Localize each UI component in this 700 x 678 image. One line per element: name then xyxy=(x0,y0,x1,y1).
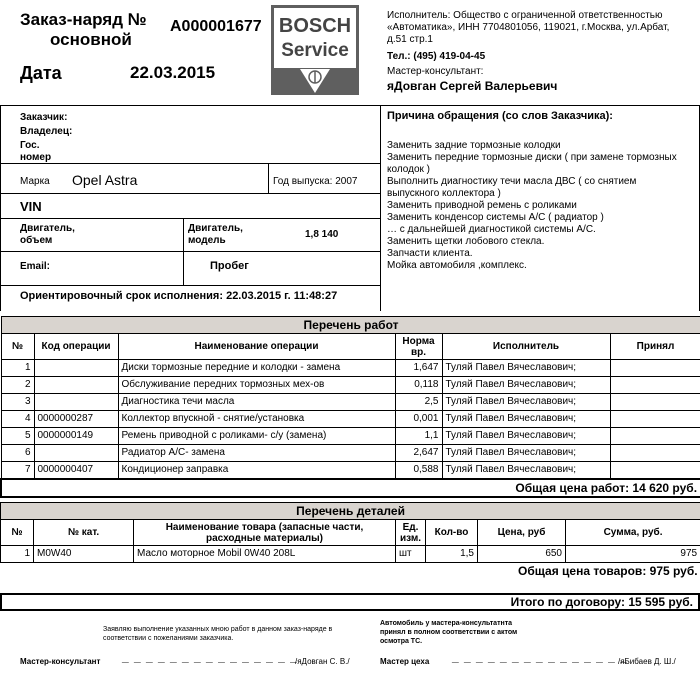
cell-norm: 1,647 xyxy=(395,360,442,377)
table-row xyxy=(1,445,700,462)
reason-line: Заменить передние тормозные диски ( при замене тормозных xyxy=(387,152,677,163)
cell-code xyxy=(34,360,118,377)
cell-num: 1 xyxy=(1,360,34,377)
cell-num: 2 xyxy=(1,377,34,394)
cell-executor: Туляй Павел Вячеславович; xyxy=(442,377,610,394)
reason-line: Заменить задние тормозные колодки xyxy=(387,140,561,151)
cell-num: 1 xyxy=(1,546,34,563)
executor-line1: Исполнитель: Общество с ограниченной ответственностью xyxy=(387,10,663,21)
cell-unit: шт xyxy=(396,546,426,563)
parts-table xyxy=(0,502,700,579)
cell-code xyxy=(34,377,118,394)
works-header-code: Код операции xyxy=(34,334,118,360)
cell-accepted xyxy=(610,462,700,480)
plate-label xyxy=(20,140,51,164)
date-label: Дата xyxy=(20,63,62,83)
cell-cat: M0W40 xyxy=(34,546,134,563)
cell-executor: Туляй Павел Вячеславович; xyxy=(442,445,610,462)
reason-line: Запчасти клиента. xyxy=(387,248,473,259)
master-signature-label: Мастер-консультант xyxy=(20,657,101,666)
reason-line: … с дальнейшей диагностикой системы А/С. xyxy=(387,224,596,235)
works-header-name: Наименование операции xyxy=(118,334,395,360)
works-header-accepted: Принял xyxy=(610,334,700,360)
engine-volume-label-line2: объем xyxy=(20,235,53,246)
executor-line3: д.51 стр.1 xyxy=(387,34,433,45)
mileage-label: Пробег xyxy=(210,260,249,272)
declaration-line1: Заявляю выполнение указанных мною работ в данном заказ-наряде в xyxy=(103,626,333,633)
accepted-line1: Автомобиль у мастера-консультатнта xyxy=(380,620,513,627)
cell-name: Кондиционер заправка xyxy=(118,462,395,480)
bosch-service-logo xyxy=(271,5,359,95)
works-title: Перечень работ xyxy=(1,317,700,334)
shop-signature-line: _ _ _ _ _ _ _ _ _ _ _ _ _ _ _ xyxy=(452,650,628,664)
cell-accepted xyxy=(610,445,700,462)
engine-model-value: 1,8 140 xyxy=(305,229,339,240)
cell-name: Обслуживание передних тормозных мех-ов xyxy=(118,377,395,394)
order-title xyxy=(20,10,147,50)
order-title-line1: Заказ-наряд № xyxy=(20,10,147,29)
cell-num: 3 xyxy=(1,394,34,411)
works-header-norm: Норма вр. xyxy=(395,334,442,360)
accepted-note xyxy=(380,619,517,646)
reason-line: колодок ) xyxy=(387,164,430,175)
master-signature-line: _ _ _ _ _ _ _ _ _ _ _ _ _ _ _ xyxy=(122,650,298,664)
cell-executor: Туляй Павел Вячеславович; xyxy=(442,428,610,445)
cell-code: 0000000407 xyxy=(34,462,118,480)
table-row xyxy=(1,428,700,445)
reason-list xyxy=(387,140,697,272)
cell-accepted xyxy=(610,394,700,411)
cell-num: 7 xyxy=(1,462,34,480)
table-row xyxy=(1,546,700,563)
reason-line: Выполнить диагностику течи масла ДВС ( со снятием xyxy=(387,176,637,187)
cell-accepted xyxy=(610,428,700,445)
vin-label: VIN xyxy=(20,199,42,214)
parts-header-sum: Сумма, руб. xyxy=(566,520,700,546)
cell-accepted xyxy=(610,411,700,428)
executor-info xyxy=(387,10,697,46)
cell-executor: Туляй Павел Вячеславович; xyxy=(442,411,610,428)
parts-title: Перечень деталей xyxy=(1,503,700,520)
cell-num: 5 xyxy=(1,428,34,445)
cell-sum: 975 xyxy=(566,546,700,563)
executor-line2: «Автоматика», ИНН 7704801056, 119021, г.Москва, ул.Арбат, xyxy=(387,22,670,33)
engine-volume-label xyxy=(20,223,75,247)
works-total: Общая цена работ: 14 620 руб. xyxy=(1,479,700,497)
cell-executor: Туляй Павел Вячеславович; xyxy=(442,462,610,480)
engine-model-label xyxy=(188,223,243,247)
works-table xyxy=(0,316,700,498)
cell-norm: 0,118 xyxy=(395,377,442,394)
logo-bosch-text: BOSCH xyxy=(278,15,352,37)
cell-code xyxy=(34,394,118,411)
plate-label-line1: Гос. xyxy=(20,140,40,151)
parts-header-unit: Ед. изм. xyxy=(396,520,426,546)
reason-line: Заменить приводной ремень с роликами xyxy=(387,200,577,211)
parts-header-cat: № кат. xyxy=(34,520,134,546)
cell-num: 6 xyxy=(1,445,34,462)
order-number: А000001677 xyxy=(170,18,262,35)
logo-service-text: Service xyxy=(281,40,349,61)
cell-norm: 2,5 xyxy=(395,394,442,411)
order-title-line2: основной xyxy=(50,30,132,49)
cell-code xyxy=(34,445,118,462)
parts-header-name: Наименование товара (запасные части, расходные материалы) xyxy=(134,520,396,546)
cell-accepted xyxy=(610,377,700,394)
shop-signature-label: Мастер цеха xyxy=(380,657,430,666)
master-label: Мастер-консультант: xyxy=(387,66,484,77)
parts-total: Общая цена товаров: 975 руб. xyxy=(518,564,698,578)
cell-norm: 1,1 xyxy=(395,428,442,445)
contract-total xyxy=(0,593,700,611)
table-row xyxy=(1,394,700,411)
declaration xyxy=(103,625,332,643)
table-row xyxy=(1,360,700,377)
accepted-line3: осмотра ТС. xyxy=(380,638,423,645)
table-row xyxy=(1,377,700,394)
reason-title: Причина обращения (со слов Заказчика): xyxy=(387,110,613,122)
cell-qty: 1,5 xyxy=(426,546,478,563)
brand-label: Марка xyxy=(20,176,50,187)
parts-header-qty: Кол-во xyxy=(426,520,478,546)
cell-code: 0000000287 xyxy=(34,411,118,428)
engine-model-label-line2: модель xyxy=(188,235,226,246)
cell-norm: 0,588 xyxy=(395,462,442,480)
reason-line: Заменить щетки лобового стекла. xyxy=(387,236,545,247)
cell-name: Масло моторное Mobil 0W40 208L xyxy=(134,546,396,563)
bosch-armature-icon xyxy=(300,69,330,93)
customer-label: Заказчик: xyxy=(20,112,68,123)
accepted-line2: принял в полном соответствии с актом xyxy=(380,629,518,636)
table-row xyxy=(1,462,700,480)
cell-accepted xyxy=(610,360,700,377)
date-value: 22.03.2015 xyxy=(130,63,216,82)
cell-norm: 0,001 xyxy=(395,411,442,428)
cell-name: Радиатор A/C- замена xyxy=(118,445,395,462)
engine-model-label-line1: Двигатель, xyxy=(188,223,243,234)
declaration-line2: соответствии с пожеланиями заказчика. xyxy=(103,635,234,642)
reason-line: Мойка автомобиля ,комплекс. xyxy=(387,260,527,271)
works-header-num: № xyxy=(1,334,34,360)
cell-name: Коллектор впускной - снятие/установка xyxy=(118,411,395,428)
reason-line: выпускного коллектора ) xyxy=(387,188,501,199)
cell-norm: 2,647 xyxy=(395,445,442,462)
table-row xyxy=(1,411,700,428)
master-name: яДовган Сергей Валерьевич xyxy=(387,79,558,93)
master-signature-name: /яДовган С. В./ xyxy=(295,657,350,666)
cell-executor: Туляй Павел Вячеславович; xyxy=(442,360,610,377)
deadline: Ориентировочный срок исполнения: 22.03.2015 г. 11:48:27 xyxy=(20,290,338,302)
engine-volume-label-line1: Двигатель, xyxy=(20,223,75,234)
owner-label: Владелец: xyxy=(20,126,73,137)
reason-line: Заменить конденсор системы А/С ( радиатор ) xyxy=(387,212,604,223)
contract-total-text: Итого по договору: 15 595 руб. xyxy=(510,595,693,609)
cell-name: Диски тормозные передние и колодки - замена xyxy=(118,360,395,377)
parts-header-num: № xyxy=(1,520,34,546)
phone: Тел.: (495) 419-04-45 xyxy=(387,51,486,62)
brand-value: Opel Astra xyxy=(72,172,138,188)
cell-name: Ремень приводной с роликами- с/у (замена) xyxy=(118,428,395,445)
cell-price: 650 xyxy=(478,546,566,563)
shop-signature-name: /яБибаев Д. Ш./ xyxy=(618,657,676,666)
cell-num: 4 xyxy=(1,411,34,428)
cell-executor: Туляй Павел Вячеславович; xyxy=(442,394,610,411)
parts-header-price: Цена, руб xyxy=(478,520,566,546)
cell-name: Диагностика течи масла xyxy=(118,394,395,411)
works-header-executor: Исполнитель xyxy=(442,334,610,360)
plate-label-line2: номер xyxy=(20,152,52,163)
email-label: Email: xyxy=(20,261,51,272)
year-label: Год выпуска: 2007 xyxy=(273,176,358,187)
cell-code: 0000000149 xyxy=(34,428,118,445)
